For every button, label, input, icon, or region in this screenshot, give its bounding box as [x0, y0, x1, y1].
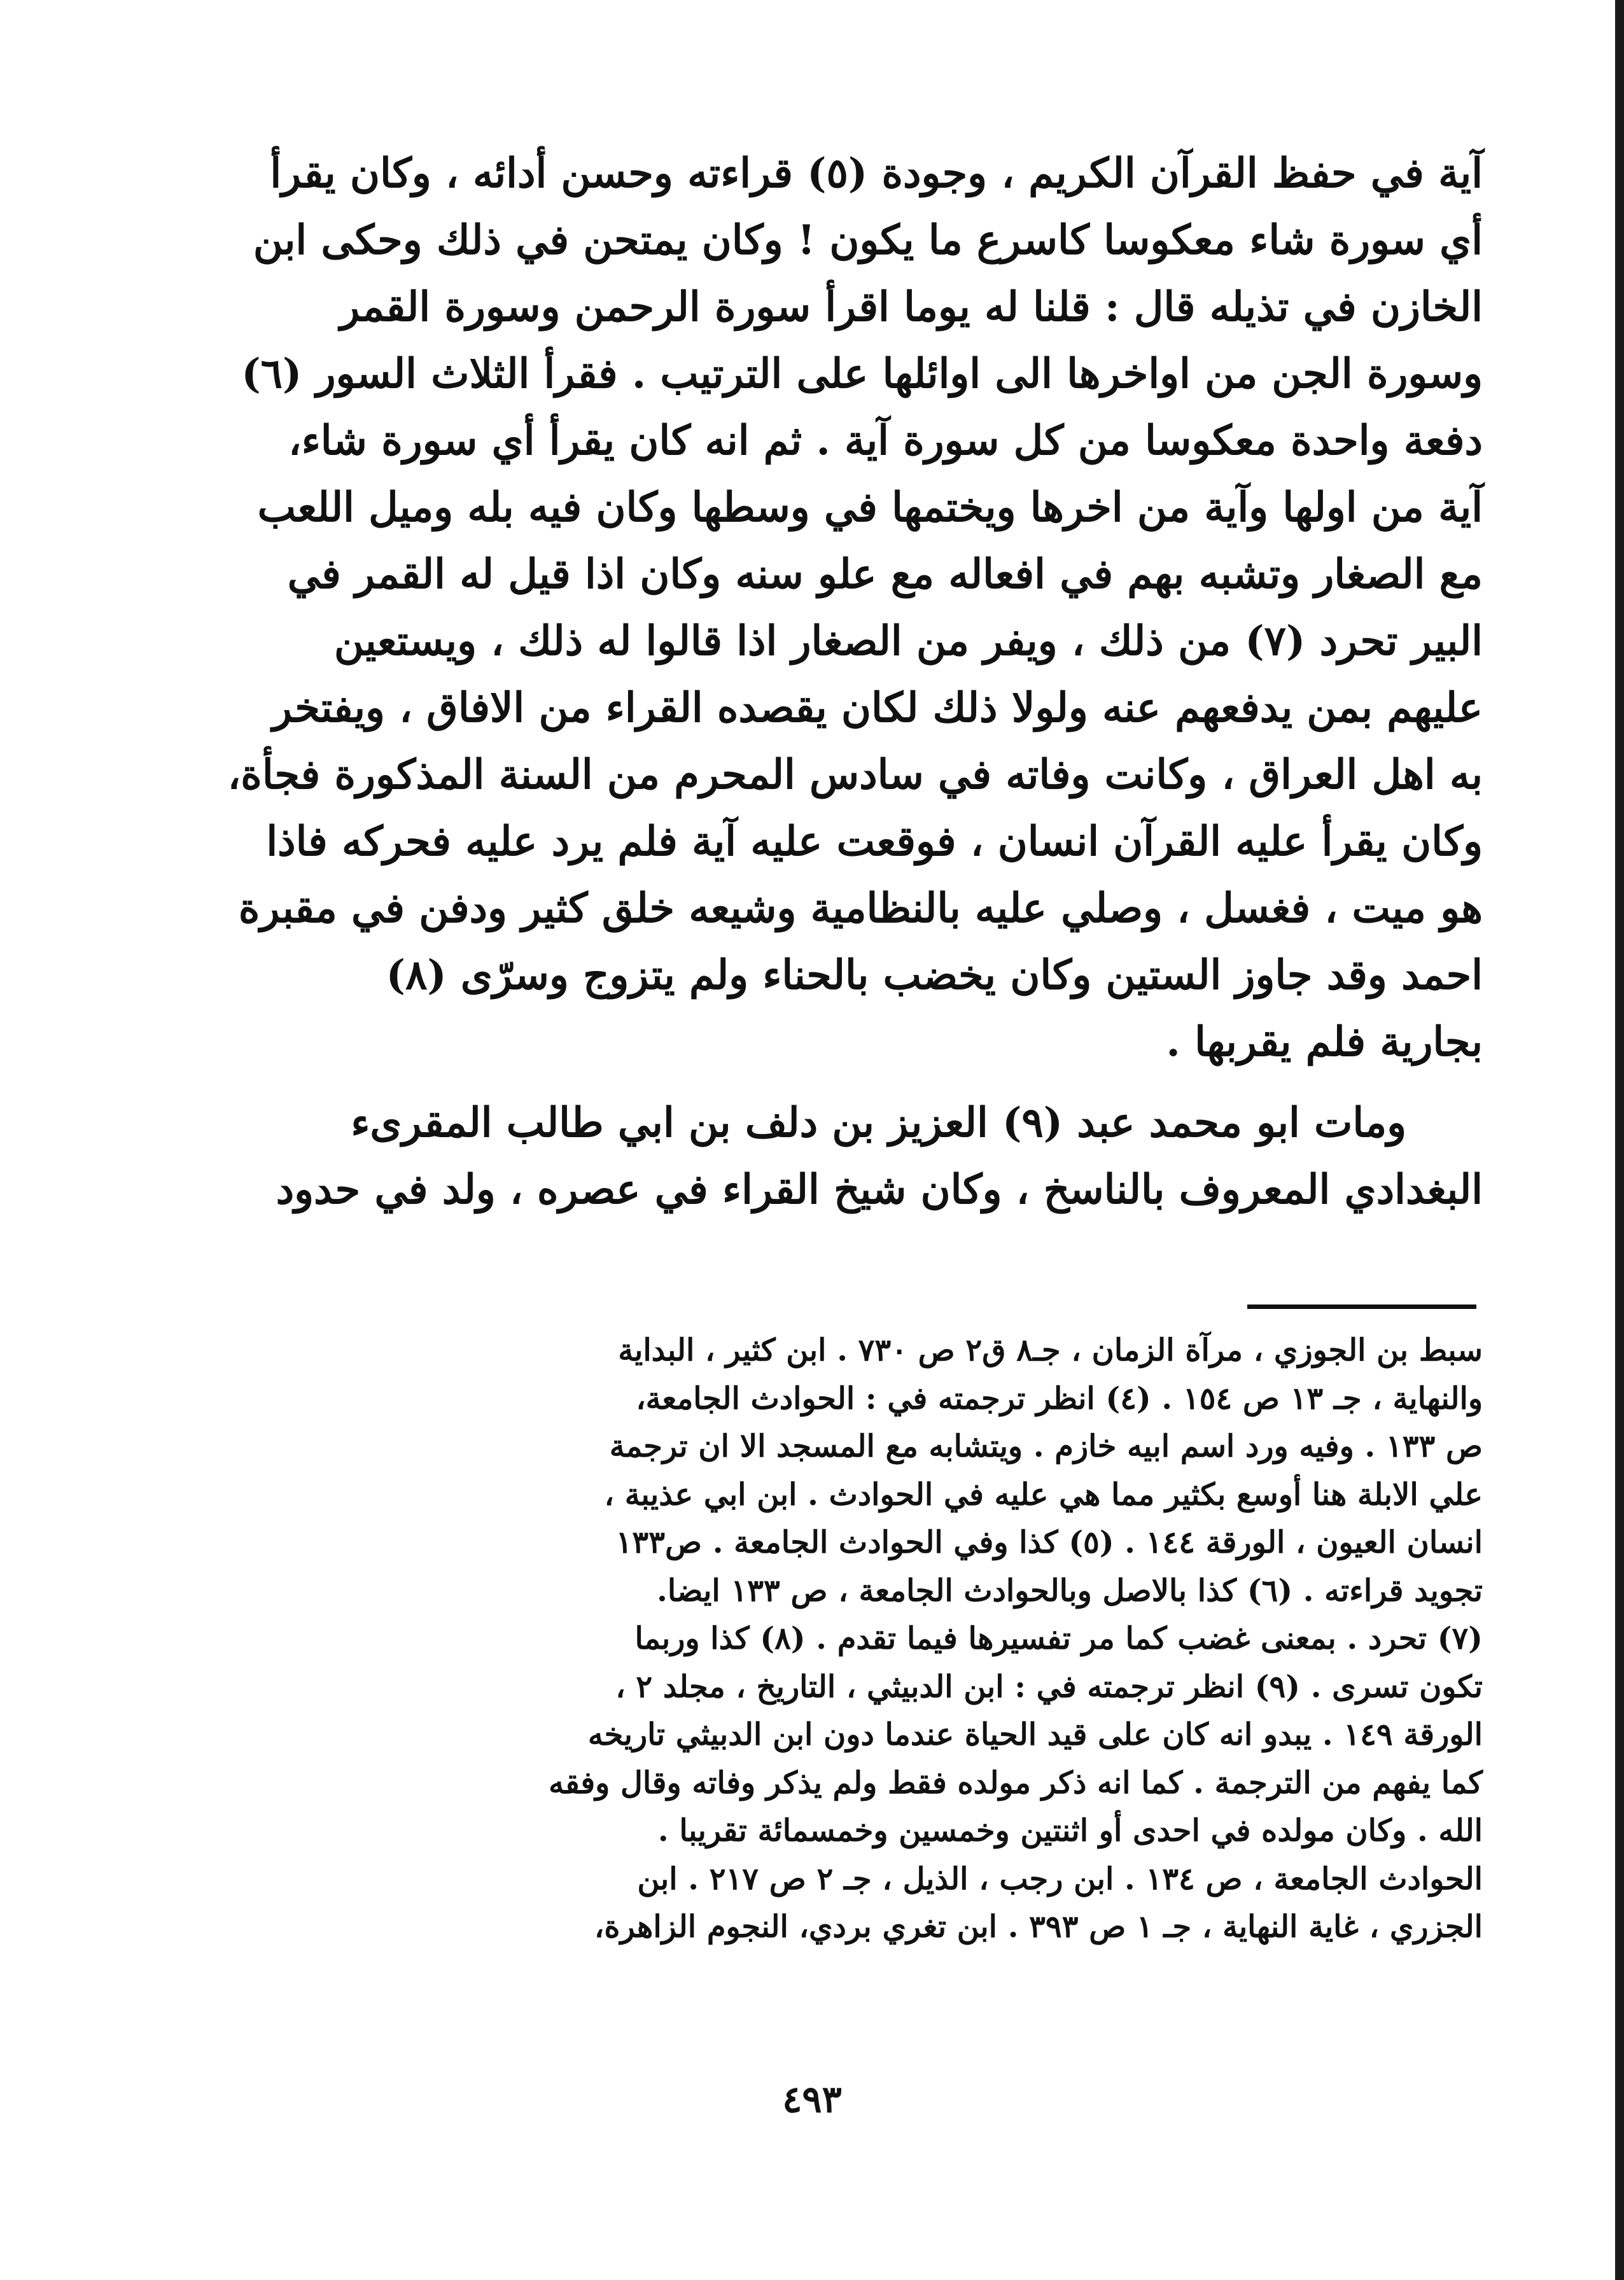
main-text	[227, 140, 1483, 1223]
text-line: ومات ابو محمد عبد (٩) العزيز بن دلف بن ابي طالب المقرىء	[351, 1099, 1406, 1147]
footnote-line: سبط بن الجوزي ، مرآة الزمان ، جـ٨ ق٢ ص ٧٣٠ . ابن كثير ، البداية	[618, 1332, 1483, 1368]
text-line: وسورة الجن من اواخرها الى اوائلها على الترتيب . فقرأ الثلاث السور (٦)	[241, 350, 1483, 398]
footnote-separator	[1247, 1304, 1476, 1309]
text-line: البير تحرد (٧) من ذلك ، ويفر من الصغار اذا قالوا له ذلك ، ويستعين	[333, 617, 1483, 665]
footnote-line: الجزري ، غاية النهاية ، جـ ١ ص ٣٩٣ . ابن تغري بردي، النجوم الزاهرة،	[594, 1909, 1483, 1945]
footnote-line: تكون تسرى . (٩) انظر ترجمته في : ابن الدبيثي ، التاريخ ، مجلد ٢ ،	[615, 1668, 1483, 1705]
text-line: بجارية فلم يقربها .	[1166, 1018, 1483, 1066]
text-line: هو ميت ، فغسل ، وصلي عليه بالنظامية وشيعه خلق كثير ودفن في مقبرة	[238, 885, 1483, 932]
text-line: الخازن في تذيله قال : قلنا له يوما اقرأ سورة الرحمن وسورة القمر	[340, 283, 1483, 331]
paragraph-1	[227, 140, 1483, 1075]
footnote-line: كما يفهم من الترجمة . كما انه ذكر مولده فقط ولم يذكر وفاته وقال وفقه	[549, 1765, 1483, 1801]
page-edge-border	[1615, 0, 1624, 2280]
footnote-line: تجويد قراءته . (٦) كذا بالاصل وبالحوادث الجامعة ، ص ١٣٣ ايضا.	[657, 1572, 1483, 1609]
footnote-line: علي الابلة هنا أوسع بكثير مما هي عليه في الحوادث . ابن ابي عذيبة ،	[604, 1476, 1483, 1513]
page-number: ٤٩٣	[782, 2078, 842, 2121]
text-line: به اهل العراق ، وكانت وفاته في سادس المحرم من السنة المذكورة فجأة،	[227, 751, 1483, 799]
text-line: وكان يقرأ عليه القرآن انسان ، فوقعت عليه آية فلم يرد عليه فحركه فاذا	[266, 818, 1483, 865]
footnote-line: والنهاية ، جـ ١٣ ص ١٥٤ . (٤) انظر ترجمته في : الحوادث الجامعة،	[636, 1380, 1483, 1416]
text-line: آية في حفظ القرآن الكريم ، وجودة (٥) قراءته وحسن أدائه ، وكان يقرأ	[270, 150, 1483, 197]
text-line: أي سورة شاء معكوسا كاسرع ما يكون ! وكان يمتحن في ذلك وحكى ابن	[253, 216, 1483, 264]
text-line: آية من اولها وآية من اخرها ويختمها في وسطها وكان فيه بله وميل اللعب	[257, 484, 1483, 531]
footnote-line: الحوادث الجامعة ، ص ١٣٤ . ابن رجب ، الذيل ، جـ ٢ ص ٢١٧ . ابن	[637, 1861, 1483, 1897]
footnote-line: انسان العيون ، الورقة ١٤٤ . (٥) كذا وفي الحوادث الجامعة . ص١٣٣	[615, 1525, 1483, 1560]
footnote-line: الورقة ١٤٩ . يبدو انه كان على قيد الحياة عندما دون ابن الدبيثي تاريخه	[587, 1717, 1483, 1752]
paragraph-2	[276, 1089, 1483, 1223]
footnotes	[318, 1327, 1483, 1952]
text-line: البغدادي المعروف بالناسخ ، وكان شيخ القراء في عصره ، ولد في حدود	[276, 1166, 1483, 1213]
footnote-line: ص ١٣٣ . وفيه ورد اسم ابيه خازم . ويتشابه مع المسجد الا ان ترجمة	[609, 1429, 1483, 1464]
text-line: دفعة واحدة معكوسا من كل سورة آية . ثم انه كان يقرأ أي سورة شاء،	[288, 417, 1483, 465]
text-line: مع الصغار وتشبه بهم في افعاله مع علو سنه وكان اذا قيل له القمر في	[287, 550, 1483, 598]
text-line: عليهم بمن يدفعهم عنه ولولا ذلك لكان يقصده القراء من الافاق ، ويفتخر	[272, 684, 1483, 732]
footnote-line: الله . وكان مولده في احدى أو اثنتين وخمسين وخمسمائة تقريبا .	[657, 1813, 1483, 1849]
footnote-line: (٧) تحرد . بمعنى غضب كما مر تفسيرها فيما تقدم . (٨) كذا وربما	[634, 1621, 1483, 1656]
text-line: احمد وقد جاوز الستين وكان يخضب بالحناء ولم يتزوج وسرّى (٨)	[386, 951, 1483, 999]
